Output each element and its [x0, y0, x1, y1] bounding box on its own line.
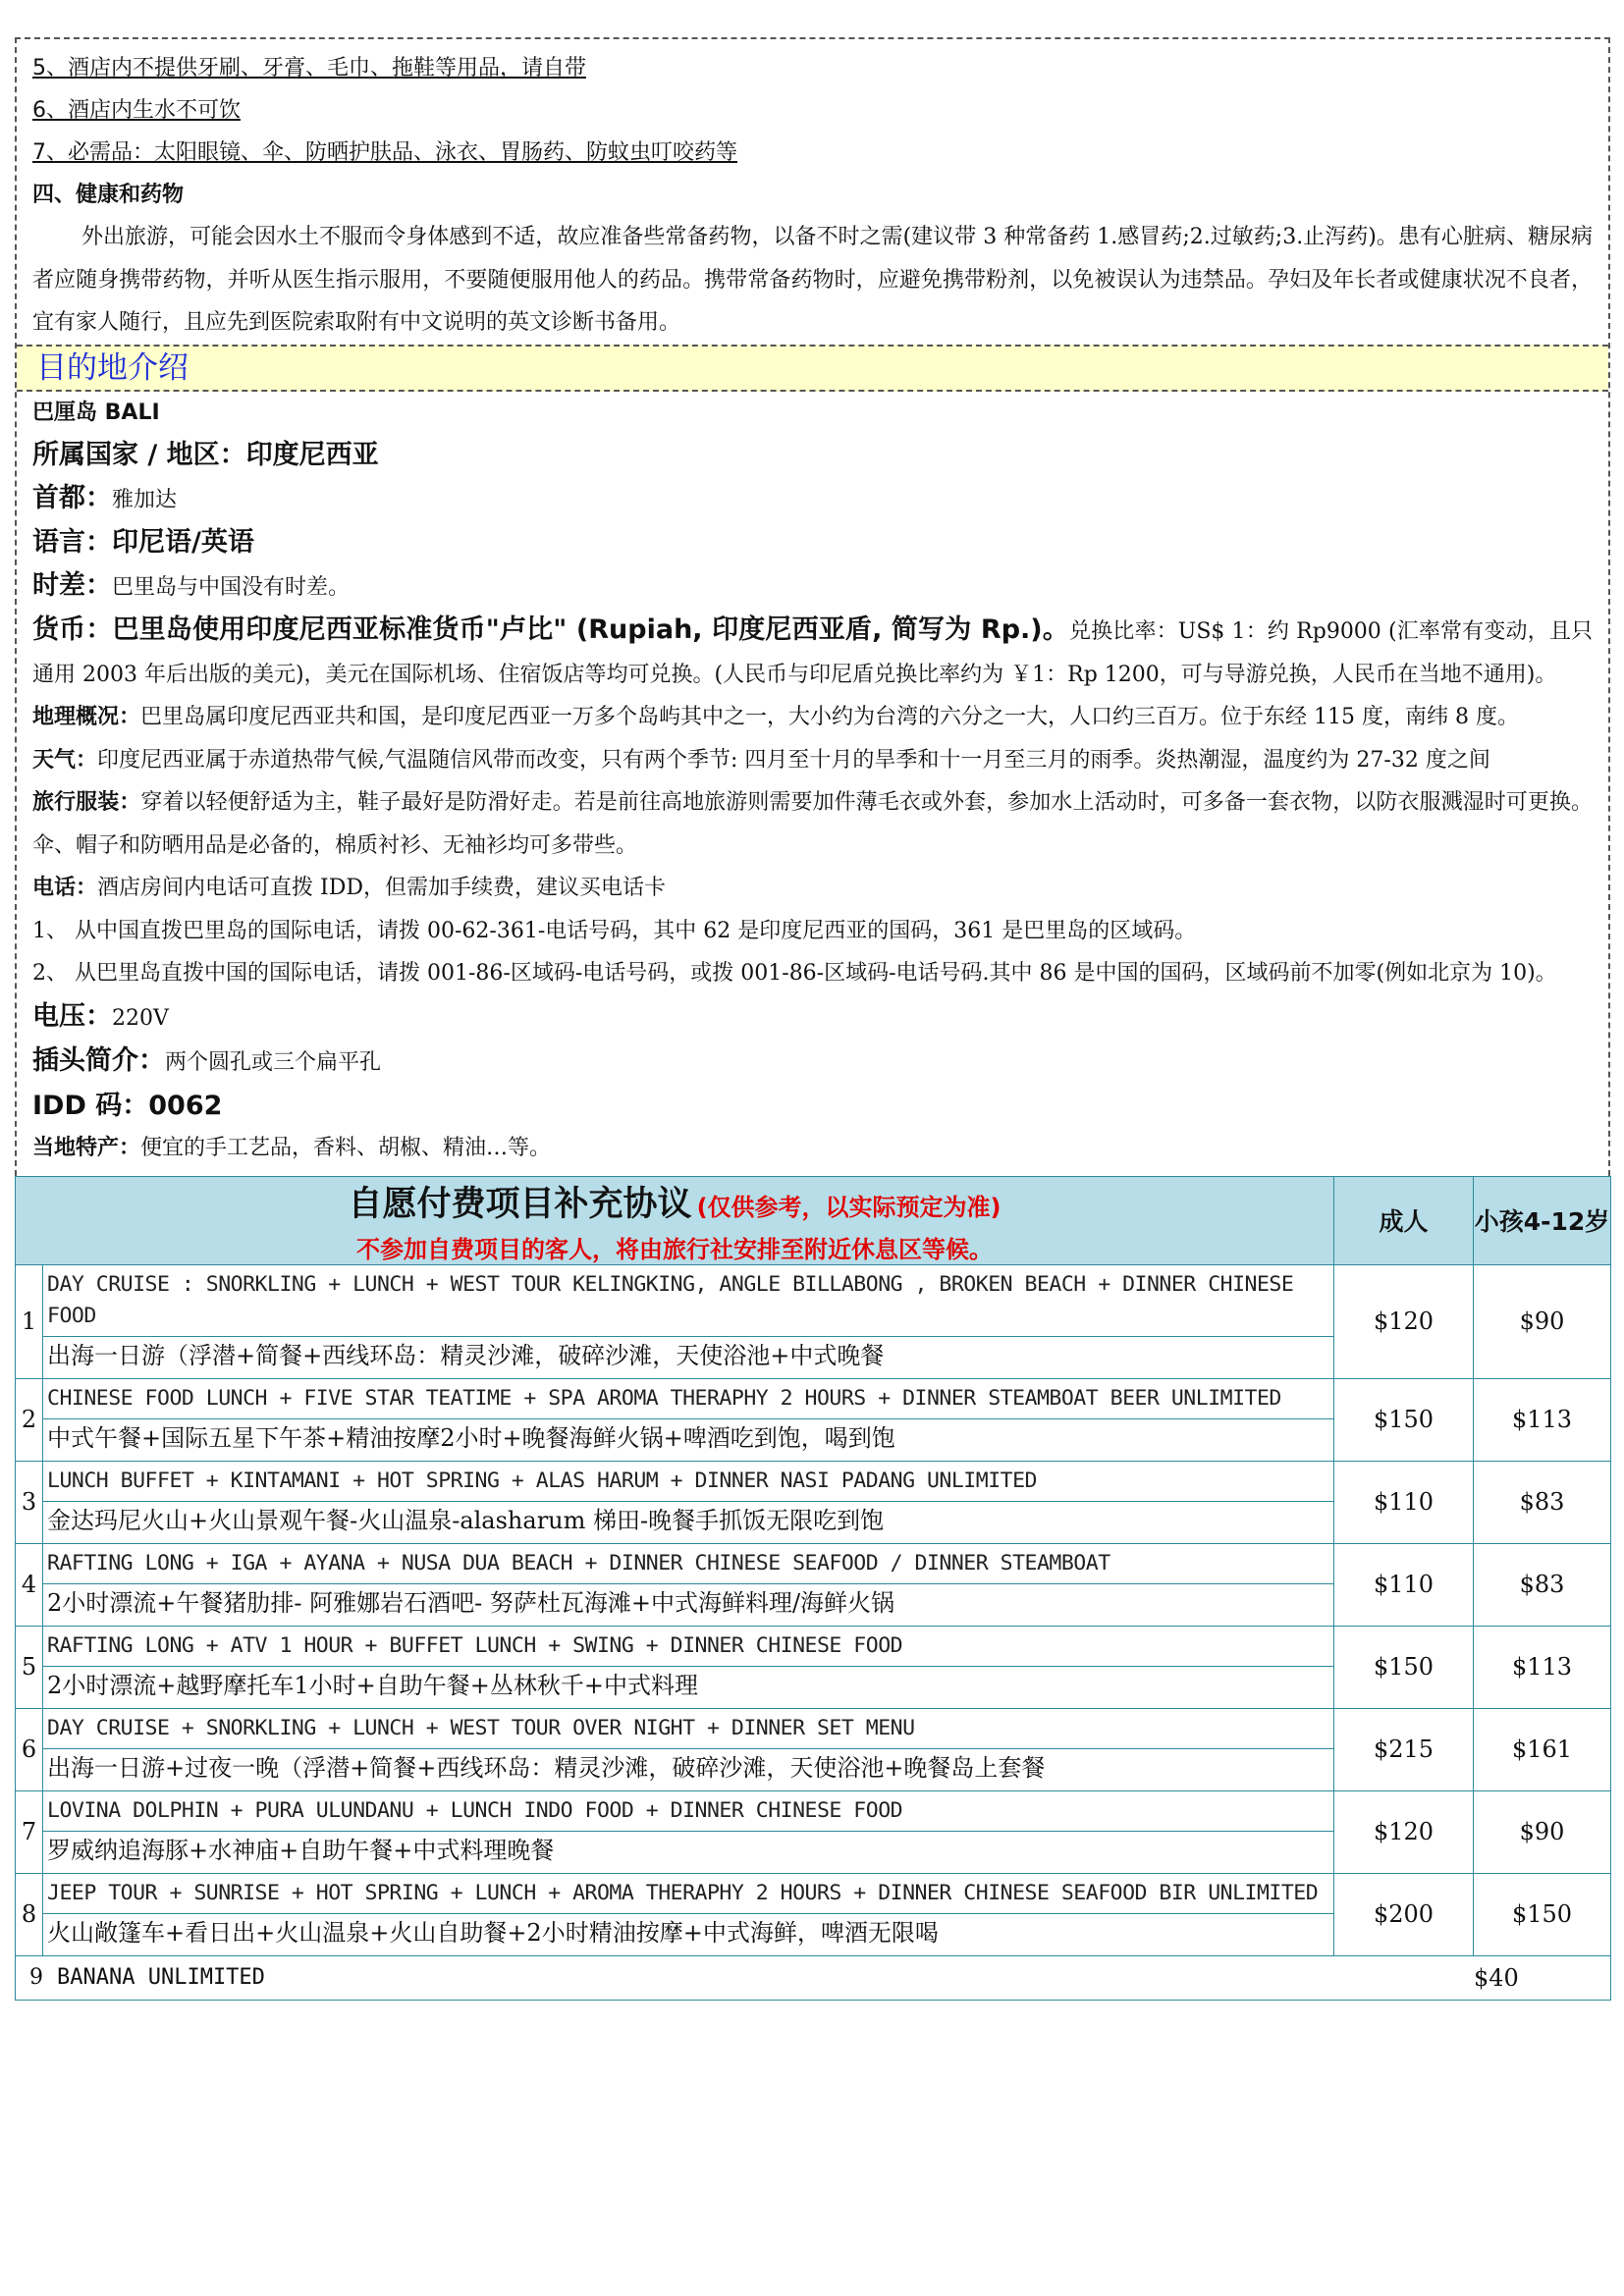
clothing-label: 旅行服装： [32, 790, 141, 815]
phone-label: 电话： [32, 876, 98, 900]
table-row [16, 1461, 1611, 1543]
destination-banner: 目的地介绍 [17, 345, 1608, 392]
row-number: 9 [29, 1965, 43, 1990]
row-adult-price: $200 [1334, 1873, 1474, 1955]
row-english-description: RAFTING LONG + ATV 1 HOUR + BUFFET LUNCH + SWING + DINNER CHINESE FOOD [43, 1627, 1333, 1667]
row-description [43, 1378, 1334, 1461]
table-title-note: (仅供参考，以实际预定为准) [696, 1193, 1001, 1221]
table-row [16, 1790, 1611, 1873]
row-adult-price: $215 [1334, 1708, 1474, 1790]
row-english-description: LUNCH BUFFET + KINTAMANI + HOT SPRING + ALAS HARUM + DINNER NASI PADANG UNLIMITED [43, 1462, 1333, 1502]
row-child-price: $113 [1474, 1626, 1611, 1708]
row-adult-price: $110 [1334, 1461, 1474, 1543]
row-number: 2 [16, 1378, 43, 1461]
row-description [43, 1461, 1334, 1543]
note-item: 6、酒店内生水不可饮 [32, 98, 241, 123]
row-description [43, 1264, 1334, 1378]
row-adult-price: $150 [1334, 1626, 1474, 1708]
country-line: 所属国家 / 地区：印度尼西亚 [32, 440, 379, 470]
row-description [43, 1543, 1334, 1626]
row-child-price: $113 [1474, 1378, 1611, 1461]
row-chinese-description: 中式午餐+国际五星下午茶+精油按摩2小时+晚餐海鲜火锅+啤酒吃到饱，喝到饱 [47, 1423, 895, 1452]
row-description [43, 1873, 1334, 1955]
plug-label: 插头简介： [32, 1045, 165, 1076]
row-child-price: $83 [1474, 1461, 1611, 1543]
travel-notes-section [15, 37, 1610, 1176]
geography-label: 地理概况： [32, 705, 141, 729]
row-chinese-description: 罗威纳追海豚+水神庙+自助午餐+中式料理晚餐 [47, 1836, 555, 1864]
plug-value: 两个圆孔或三个扁平孔 [165, 1050, 382, 1075]
table-title: 自愿付费项目补充协议 [348, 1184, 692, 1224]
row-adult-price: $40 [1474, 1963, 1519, 1992]
note-item: 5、酒店内不提供牙刷、牙膏、毛巾、拖鞋等用品，请自带 [32, 56, 586, 80]
row-chinese-description: 金达玛尼火山+火山景观午餐-火山温泉-alasharum 梯田-晚餐手抓饭无限吃到饱 [47, 1506, 885, 1534]
row-description [43, 1626, 1334, 1708]
row-chinese-description: 2小时漂流+越野摩托车1小时+自助午餐+丛林秋千+中式料理 [47, 1671, 698, 1699]
table-row [16, 1264, 1611, 1378]
row-description [43, 1708, 1334, 1790]
row-english-description: RAFTING LONG + IGA + AYANA + NUSA DUA BEACH + DINNER CHINESE SEAFOOD / DINNER STEAMBOAT [43, 1544, 1333, 1584]
document-page [15, 37, 1610, 2001]
row-chinese-description: 出海一日游+过夜一晚（浮潜+简餐+西线环岛：精灵沙滩，破碎沙滩，天使浴池+晚餐岛上套餐 [47, 1753, 1046, 1782]
specialty-label: 当地特产： [32, 1136, 141, 1160]
phone-instruction-2: 2、 从巴里岛直拨中国的国际电话，请拨 001-86-区域码-电话号码，或拨 001-86-区域码-电话号码.其中 86 是中国的国码，区域码前不加零(例如北京为 10)。 [32, 961, 1557, 986]
row-chinese-description: 2小时漂流+午餐猪肋排- 阿雅娜岩石酒吧- 努萨杜瓦海滩+中式海鲜料理/海鲜火锅 [47, 1588, 895, 1617]
voltage-value: 220V [112, 1005, 169, 1031]
row-number: 5 [16, 1626, 43, 1708]
health-paragraph: 外出旅游，可能会因水土不服而令身体感到不适，故应准备些常备药物，以备不时之需(建议带 3 种常备药 1.感冒药;2.过敏药;3.止泻药)。患有心脏病、糖尿病者应随身携带药物，并听从医生指示服用，不要随便服用他人的药品。携带常备药物时，应避免携带粉剂，以免被误认为违禁品。孕妇及年长者或健康状况不良者，宜有家人随行，且应先到医院索取附有中文说明的英文诊断书备用。 [32, 225, 1593, 335]
weather-text: 印度尼西亚属于赤道热带气候,气温随信风带而改变，只有两个季节: 四月至十月的旱季和十一月至三月的雨季。炎热潮湿，温度约为 27-32 度之间 [97, 747, 1490, 773]
phone-text: 酒店房间内电话可直拨 IDD，但需加手续费，建议买电话卡 [97, 876, 666, 900]
destination-name: 巴厘岛 BALI [32, 400, 160, 425]
voltage-label: 电压： [32, 1000, 112, 1032]
specialty-value: 便宜的手工艺品，香料、胡椒、精油…等。 [140, 1136, 552, 1160]
row-number: 3 [16, 1461, 43, 1543]
table-header-row [16, 1176, 1611, 1264]
row-adult-price: $120 [1334, 1790, 1474, 1873]
note-item: 7、必需品：太阳眼镜、伞、防晒护肤品、泳衣、胃肠药、防蚊虫叮咬药等 [32, 140, 737, 165]
row-number: 6 [16, 1708, 43, 1790]
currency-text: 兑换比率：US$ 1：约 Rp9000 (汇率常有变动，且只通用 2003 年后出版的美元)，美元在国际机场、住宿饭店等均可兑换。(人民币与印尼盾兑换比率约为 ￥1：Rp 1200，可与导游兑换，人民币在当地不通用)。 [32, 619, 1593, 687]
table-title-cell [16, 1176, 1334, 1264]
row-number: 1 [16, 1264, 43, 1378]
row-number: 7 [16, 1790, 43, 1873]
weather-label: 天气： [32, 747, 98, 773]
row-adult-price: $150 [1334, 1378, 1474, 1461]
timezone-value: 巴里岛与中国没有时差。 [112, 574, 351, 600]
idd-code: IDD 码：0062 [32, 1090, 223, 1121]
capital-value: 雅加达 [112, 487, 178, 512]
row-adult-price: $110 [1334, 1543, 1474, 1626]
clothing-text: 穿着以轻便舒适为主，鞋子最好是防滑好走。若是前往高地旅游则需要加件薄毛衣或外套，参加水上活动时，可多备一套衣物，以防衣服溅湿时可更换。伞、帽子和防晒用品是必备的，棉质衬衫、无袖衫均可多带些。 [32, 790, 1593, 858]
column-header-child: 小孩4-12岁 [1474, 1176, 1611, 1264]
timezone-label: 时差： [32, 569, 112, 601]
row-chinese-description: 出海一日游（浮潜+简餐+西线环岛：精灵沙滩，破碎沙滩，天使浴池+中式晚餐 [47, 1341, 885, 1369]
row-english-description: DAY CRUISE + SNORKLING + LUNCH + WEST TOUR OVER NIGHT + DINNER SET MENU [43, 1709, 1333, 1749]
column-header-adult: 成人 [1334, 1176, 1474, 1264]
destination-section [32, 392, 1593, 1176]
row-english-description: JEEP TOUR + SUNRISE + HOT SPRING + LUNCH + AROMA THERAPHY 2 HOURS + DINNER CHINESE SEAFOOD BIR UNLIMITED [43, 1874, 1333, 1914]
table-subtitle: 不参加自费项目的客人，将由旅行社安排至附近休息区等候。 [356, 1235, 993, 1263]
row-english-description: DAY CRUISE : SNORKLING + LUNCH + WEST TOUR KELINGKING, ANGLE BILLABONG , BROKEN BEACH + DINNER CHINESE FOOD [43, 1265, 1333, 1337]
row-child-price: $150 [1474, 1873, 1611, 1955]
row-child-price: $161 [1474, 1708, 1611, 1790]
row-english-description: CHINESE FOOD LUNCH + FIVE STAR TEATIME + SPA AROMA THERAPHY 2 HOURS + DINNER STEAMBOAT BEER UNLIMITED [43, 1379, 1333, 1419]
table-row [16, 1626, 1611, 1708]
currency-label: 货币：巴里岛使用印度尼西亚标准货币"卢比" (Rupiah, 印度尼西亚盾, 简写为 Rp.)。 [32, 614, 1069, 645]
phone-instruction-1: 1、 从中国直拨巴里岛的国际电话，请拨 00-62-361-电话号码，其中 62 是印度尼西亚的国码，361 是巴里岛的区域码。 [32, 918, 1197, 943]
row-number: 4 [16, 1543, 43, 1626]
row-description [43, 1790, 1334, 1873]
health-heading: 四、健康和药物 [32, 183, 185, 207]
row-english-description: LOVINA DOLPHIN + PURA ULUNDANU + LUNCH INDO FOOD + DINNER CHINESE FOOD [43, 1791, 1333, 1832]
row-english-description: BANANA UNLIMITED [57, 1965, 265, 1990]
row-adult-price: $120 [1334, 1264, 1474, 1378]
row-child-price: $90 [1474, 1790, 1611, 1873]
row-child-price: $90 [1474, 1264, 1611, 1378]
geography-text: 巴里岛属印度尼西亚共和国，是印度尼西亚一万多个岛屿其中之一，大小约为台湾的六分之一大，人口约三百万。位于东经 115 度，南纬 8 度。 [140, 705, 1519, 729]
language-line: 语言：印尼语/英语 [32, 527, 254, 558]
table-row [16, 1543, 1611, 1626]
capital-label: 首都： [32, 482, 112, 513]
row-chinese-description: 火山敞篷车+看日出+火山温泉+火山自助餐+2小时精油按摩+中式海鲜，啤酒无限喝 [47, 1918, 939, 1947]
table-row [16, 1873, 1611, 1955]
row-number: 8 [16, 1873, 43, 1955]
table-row [16, 1378, 1611, 1461]
optional-tours-table [15, 1176, 1611, 2001]
row-child-price: $83 [1474, 1543, 1611, 1626]
table-row [16, 1708, 1611, 1790]
table-row [16, 1955, 1611, 2000]
